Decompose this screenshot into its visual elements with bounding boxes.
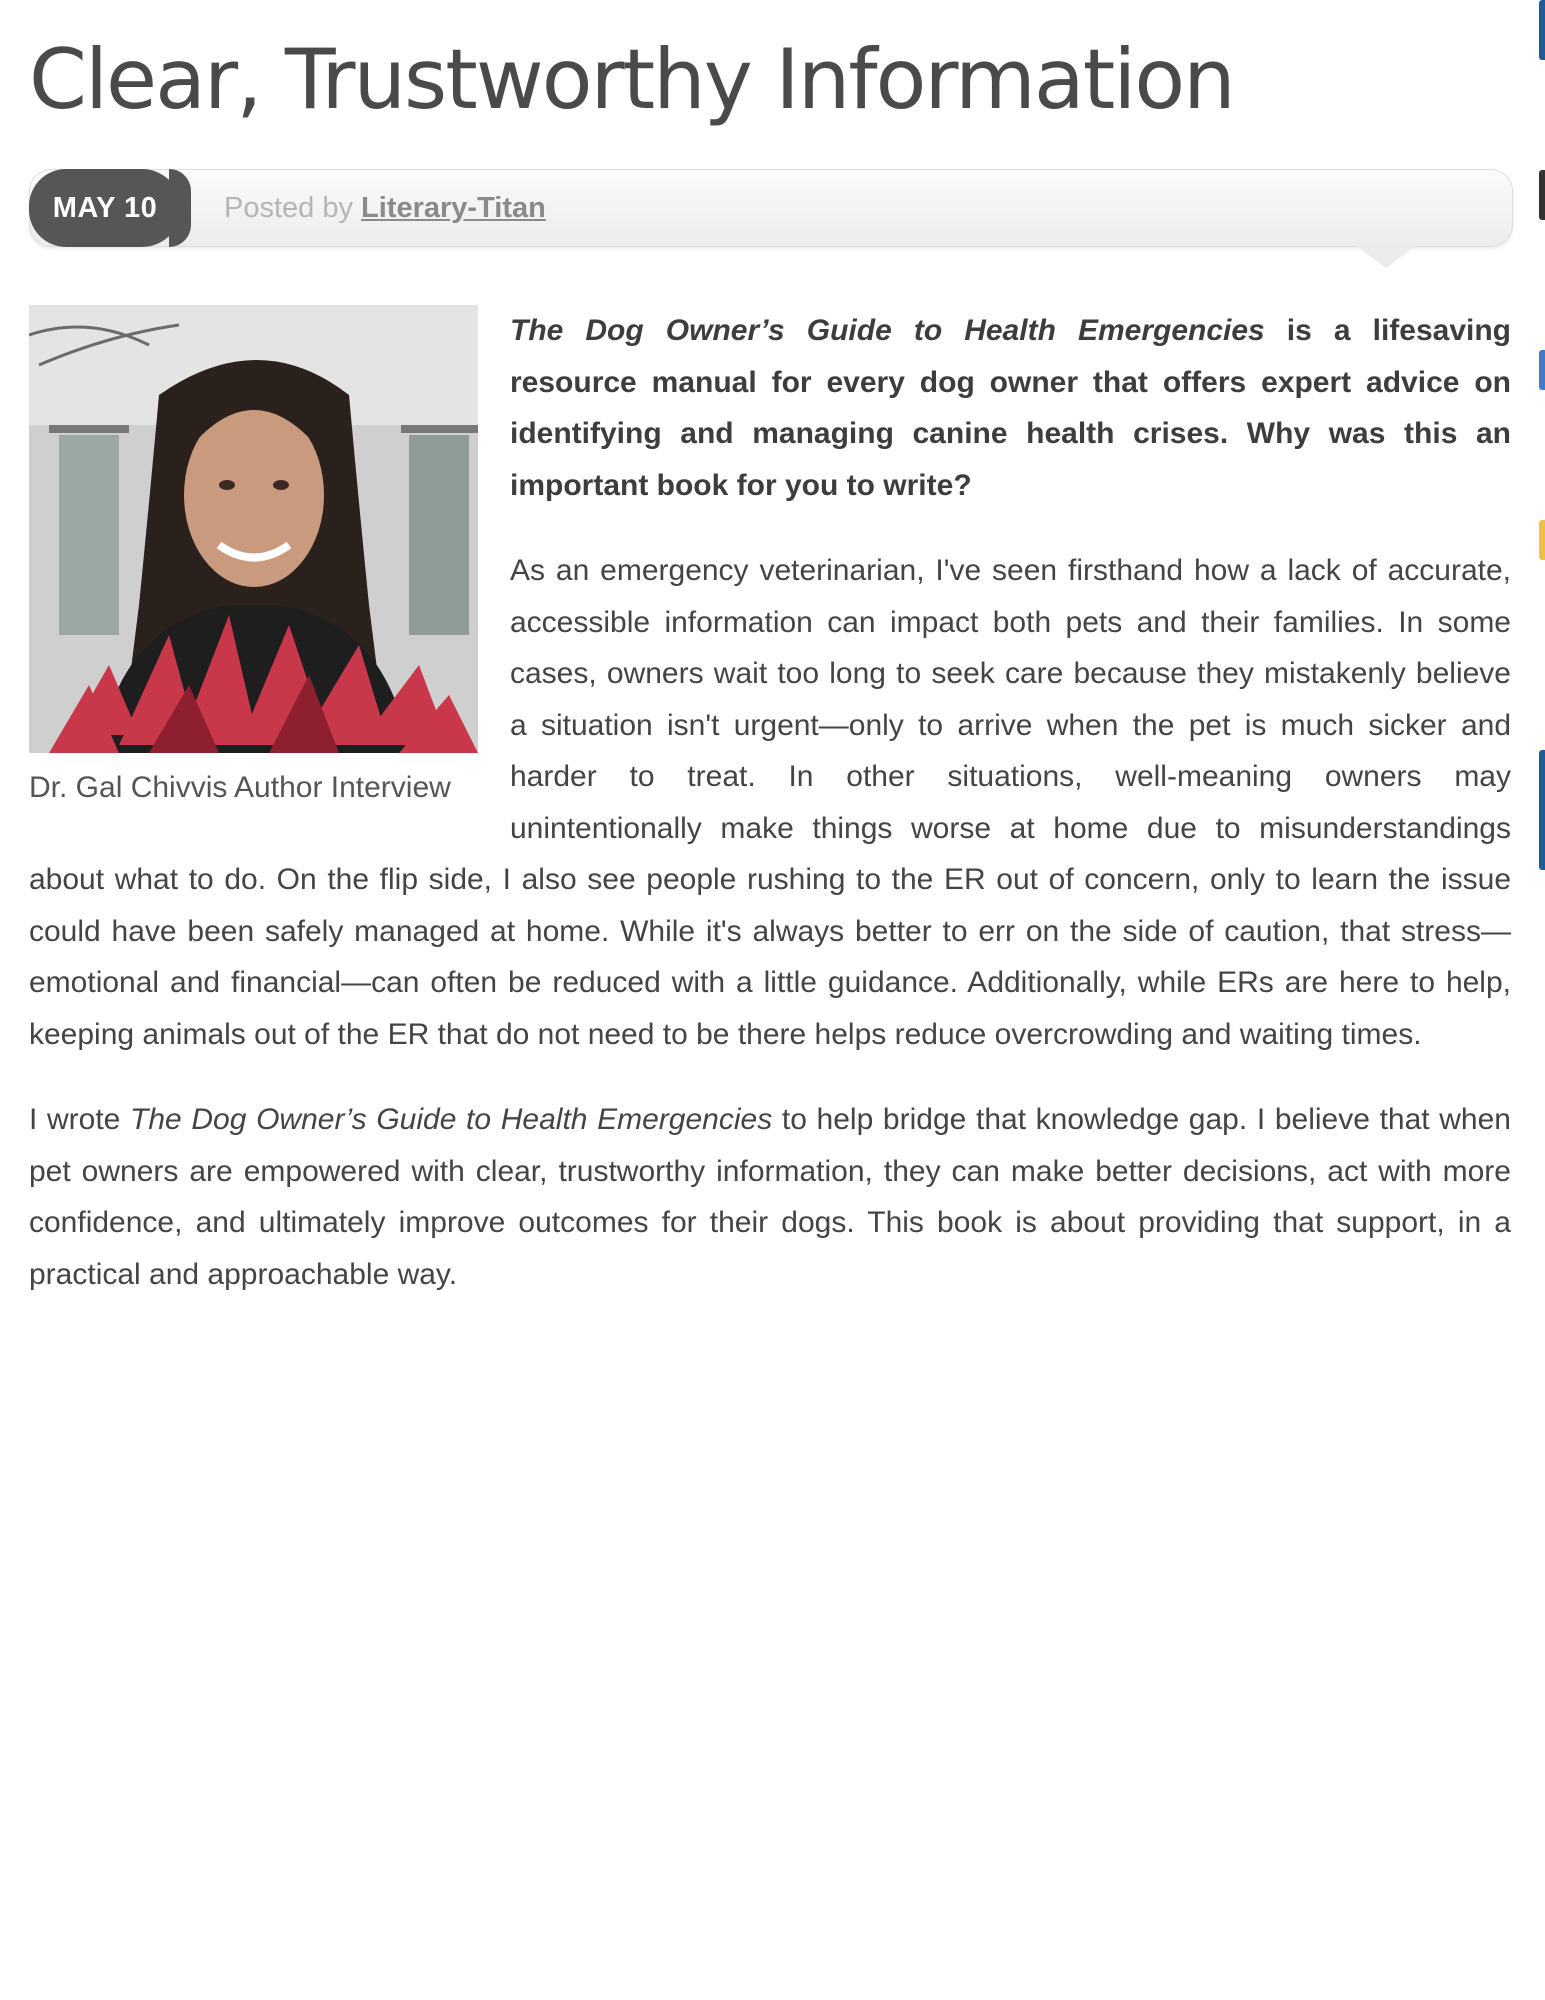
- answer-paragraph-2: [29, 1094, 1511, 1300]
- sidebar-edge-mark-1: [1539, 0, 1545, 60]
- sidebar-edge-mark-5: [1539, 750, 1545, 870]
- author-photo-image: [29, 305, 478, 753]
- sidebar-edge-mark-3: [1539, 350, 1545, 390]
- author-link[interactable]: Literary-Titan: [361, 192, 546, 224]
- date-badge: [29, 169, 181, 247]
- posted-by: [224, 170, 546, 246]
- question-book-title: The Dog Owner’s Guide to Health Emergencies: [510, 314, 1265, 347]
- answer-p2-start: I wrote: [29, 1103, 131, 1136]
- answer-p2-rest: to help bridge that knowledge gap. I believe that when pet owners are empowered with clear, trustworthy information, they can make better decisions, act with more confidence, and ultimately improve outcomes for their dogs. This book is about providing that support, in a practical and approachable way.: [29, 1103, 1511, 1291]
- sidebar-edge-mark-4: [1539, 520, 1545, 560]
- answer-paragraph-1: As an emergency veterinarian, I've seen firsthand how a lack of accurate, accessible information can impact both pets and their families. In some cases, owners wait too long to seek care because they mistakenly believe a situation isn't urgent—only to arrive when the pet is much sicker and harder to treat. In other situations, well-meaning owners may unintentionally make things worse at home due to misunderstandings about what to do. On the flip side, I also see people rushing to the ER out of concern, only to learn the issue could have been safely managed at home. While it's always better to err on the side of caution, that stress—emotional and financial—can often be reduced with a little guidance. Additionally, while ERs are here to help, keeping animals out of the ER that do not need to be there helps reduce overcrowding and waiting times.: [29, 554, 1511, 1051]
- post-title: Clear, Trustworthy Information: [29, 31, 1234, 128]
- sidebar-edge-mark-2: [1539, 170, 1545, 220]
- posted-by-label: Posted by: [224, 192, 353, 224]
- author-figure: [29, 305, 478, 806]
- article-body: [29, 305, 1511, 1300]
- meta-bar-notch: [1356, 246, 1416, 268]
- post-container: [29, 0, 1511, 1334]
- answer-p2-book-title: The Dog Owner’s Guide to Health Emergencies: [130, 1103, 773, 1136]
- author-photo[interactable]: [29, 305, 478, 753]
- question-text: is a lifesaving resource manual for every dog owner that offers expert advice on identifying and managing canine health crises. Why was this an important book for you to write?: [510, 314, 1511, 502]
- date-text: MAY 10: [52, 192, 158, 224]
- post-meta-bar: [29, 169, 1513, 247]
- photo-caption: Dr. Gal Chivvis Author Interview: [29, 771, 451, 804]
